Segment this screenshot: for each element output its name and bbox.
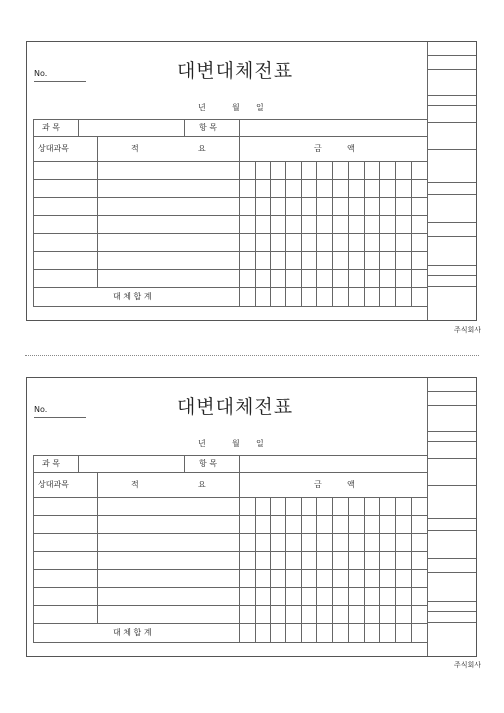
approval-row-line	[427, 622, 476, 623]
description-label-1: 적	[131, 480, 139, 489]
voucher-title: 대변대체전표	[176, 396, 294, 418]
voucher-slip-1	[26, 41, 477, 321]
company-label-1: 주식회사	[453, 326, 481, 334]
description-label-1: 적	[131, 144, 139, 153]
amount-digit-divider	[395, 497, 396, 642]
approval-row-line	[427, 69, 476, 70]
company-label-2: 주식회사	[453, 661, 481, 669]
description-label-2: 요	[198, 480, 206, 489]
total-label: 대 체 합 계	[113, 628, 152, 637]
approval-row-line	[427, 55, 476, 56]
entry-row-line	[33, 197, 427, 198]
description-divider	[239, 472, 240, 642]
entry-row-line	[33, 233, 427, 234]
amount-digit-divider	[411, 497, 412, 642]
amount-digit-divider	[348, 497, 349, 642]
amount-digit-divider	[316, 497, 317, 642]
approval-row-line	[427, 611, 476, 612]
subject-label: 과 목	[42, 123, 60, 132]
amount-label-2: 액	[347, 144, 355, 153]
amount-digit-divider	[411, 161, 412, 306]
table-top-line	[33, 455, 427, 456]
approval-row-line	[427, 286, 476, 287]
approval-row-line	[427, 105, 476, 106]
date-day-label: 일	[256, 439, 264, 448]
amount-digit-divider	[270, 161, 271, 306]
approval-row-line	[427, 391, 476, 392]
voucher-title: 대변대체전표	[176, 60, 294, 82]
date-year-label: 년	[198, 103, 206, 112]
approval-row-line	[427, 458, 476, 459]
item-label: 항 목	[199, 123, 217, 132]
item-label-divider	[239, 119, 240, 136]
amount-digit-divider	[332, 497, 333, 642]
approval-row-line	[427, 485, 476, 486]
subject-label: 과 목	[42, 459, 60, 468]
subject-label-divider	[78, 119, 79, 136]
approval-row-line	[427, 149, 476, 150]
table-bottom-line	[33, 642, 427, 643]
amount-digit-divider	[301, 161, 302, 306]
subject-label-divider	[78, 455, 79, 472]
voucher-slip-2	[26, 377, 477, 657]
entry-row-line	[33, 533, 427, 534]
counterpart-account-label: 상대과목	[38, 144, 69, 153]
date-year-label: 년	[198, 439, 206, 448]
entry-row-line	[33, 179, 427, 180]
counterpart-account-label: 상대과목	[38, 480, 69, 489]
approval-row-line	[427, 222, 476, 223]
approval-row-line	[427, 441, 476, 442]
amount-label-1: 금	[314, 480, 322, 489]
voucher-number-label: No.	[34, 405, 48, 414]
counterpart-divider	[97, 472, 98, 623]
description-divider	[239, 136, 240, 306]
table-bottom-line	[33, 306, 427, 307]
table-top-line	[33, 119, 427, 120]
date-month-label: 월	[232, 103, 240, 112]
entry-row-line	[33, 287, 427, 288]
approval-row-line	[427, 265, 476, 266]
cut-line	[25, 355, 479, 356]
approval-row-line	[427, 95, 476, 96]
entry-row-line	[33, 623, 427, 624]
amount-digit-divider	[379, 161, 380, 306]
item-label-divider	[239, 455, 240, 472]
amount-digit-divider	[364, 497, 365, 642]
subject-value-divider	[184, 119, 185, 136]
description-label-2: 요	[198, 144, 206, 153]
table-left-line	[33, 119, 34, 306]
entry-row-line	[33, 569, 427, 570]
approval-row-line	[427, 236, 476, 237]
amount-digit-divider	[270, 497, 271, 642]
amount-digit-divider	[364, 161, 365, 306]
total-label: 대 체 합 계	[113, 292, 152, 301]
approval-row-line	[427, 194, 476, 195]
amount-digit-divider	[316, 161, 317, 306]
amount-digit-divider	[348, 161, 349, 306]
header-row-bottom-line	[33, 497, 427, 498]
amount-digit-divider	[379, 497, 380, 642]
entry-row-line	[33, 587, 427, 588]
entry-row-line	[33, 269, 427, 270]
subject-row-bottom-line	[33, 472, 427, 473]
approval-row-line	[427, 431, 476, 432]
approval-row-line	[427, 518, 476, 519]
amount-digit-divider	[255, 497, 256, 642]
amount-digit-divider	[301, 497, 302, 642]
voucher-number-label: No.	[34, 69, 48, 78]
amount-digit-divider	[285, 161, 286, 306]
amount-digit-divider	[332, 161, 333, 306]
amount-digit-divider	[285, 497, 286, 642]
table-left-line	[33, 455, 34, 642]
approval-row-line	[427, 405, 476, 406]
amount-digit-divider	[255, 161, 256, 306]
approval-row-line	[427, 558, 476, 559]
date-month-label: 월	[232, 439, 240, 448]
entry-row-line	[33, 605, 427, 606]
voucher-number-line	[34, 417, 86, 418]
amount-label-1: 금	[314, 144, 322, 153]
approval-column-border	[427, 378, 428, 656]
subject-row-bottom-line	[33, 136, 427, 137]
entry-row-line	[33, 251, 427, 252]
subject-value-divider	[184, 455, 185, 472]
entry-row-line	[33, 215, 427, 216]
approval-row-line	[427, 122, 476, 123]
amount-label-2: 액	[347, 480, 355, 489]
date-day-label: 일	[256, 103, 264, 112]
counterpart-divider	[97, 136, 98, 287]
approval-column-border	[427, 42, 428, 320]
entry-row-line	[33, 551, 427, 552]
voucher-number-line	[34, 81, 86, 82]
amount-digit-divider	[395, 161, 396, 306]
entry-row-line	[33, 515, 427, 516]
item-label: 항 목	[199, 459, 217, 468]
approval-row-line	[427, 275, 476, 276]
approval-row-line	[427, 530, 476, 531]
approval-row-line	[427, 182, 476, 183]
approval-row-line	[427, 572, 476, 573]
approval-row-line	[427, 601, 476, 602]
header-row-bottom-line	[33, 161, 427, 162]
